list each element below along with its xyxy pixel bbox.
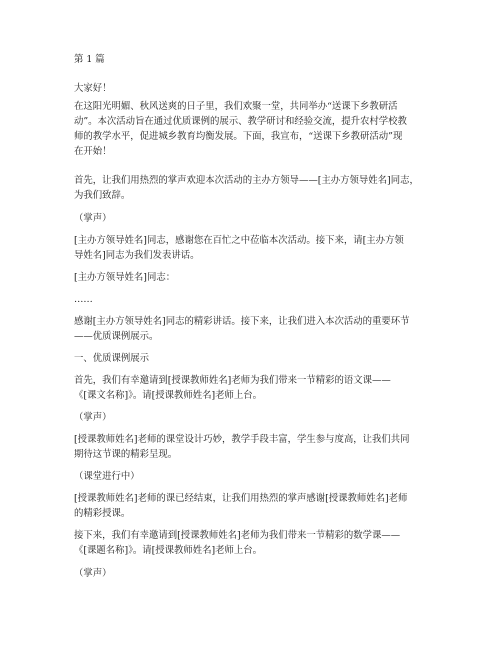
math-lesson-paragraph: 接下来，我们有幸邀请到[授课教师姓名]老师为我们带来一节精彩的数学课—— 《[课题名称]》。请[授课教师姓名]老师上台。 <box>74 530 401 556</box>
ellipsis-paragraph: …… <box>74 294 93 305</box>
applause-note: （掌声） <box>74 213 112 224</box>
lesson-end-paragraph: [授课教师姓名]老师的课已经结束，让我们用热烈的掌声感谢[授课教师姓名]老师 的精彩授课。 <box>74 493 408 519</box>
section-heading: 一、优质课例展示 <box>74 353 150 364</box>
greeting-paragraph: 大家好！ <box>74 83 112 94</box>
applause-note: （掌声） <box>74 568 112 579</box>
welcome-paragraph: 首先，让我们用热烈的掌声欢迎本次活动的主办方领导——[主办方领导姓名]同志， 为我们致辞。 <box>74 175 419 201</box>
thanks-leader-paragraph: [主办方领导姓名]同志，感谢您在百忙之中莅临本次活动。接下来，请[主办方领 导姓名]同志为我们发表讲话。 <box>74 235 404 261</box>
transition-paragraph: 感谢[主办方领导姓名]同志的精彩讲话。接下来，让我们进入本次活动的重要环节 ——优质课例展示。 <box>74 316 410 342</box>
chinese-lesson-paragraph: 首先，我们有幸邀请到[授课教师姓名]老师为我们带来一节精彩的语文课—— 《[课文名称]》。请[授课教师姓名]老师上台。 <box>74 375 391 401</box>
applause-note: （掌声） <box>74 412 112 423</box>
document-heading: 第 1 篇 <box>74 54 105 65</box>
intro-paragraph: 在这阳光明媚、秋风送爽的日子里，我们欢聚一堂，共同举办“送课下乡教研活 动”。本次活动旨在通过优质课例的展示、教学研讨和经验交流，提升农村学校教 师的教学水平，促进城乡教育均衡发展。下面，我宣布，“送课下乡教研活动”现 在开始！ <box>74 101 407 157</box>
leader-speech-heading: [主办方领导姓名]同志： <box>74 272 176 283</box>
in-class-note: （课堂进行中） <box>74 471 140 482</box>
praise-paragraph: [授课教师姓名]老师的课堂设计巧妙，教学手段丰富，学生参与度高，让我们共同 期待这节课的精彩呈现。 <box>74 434 410 460</box>
